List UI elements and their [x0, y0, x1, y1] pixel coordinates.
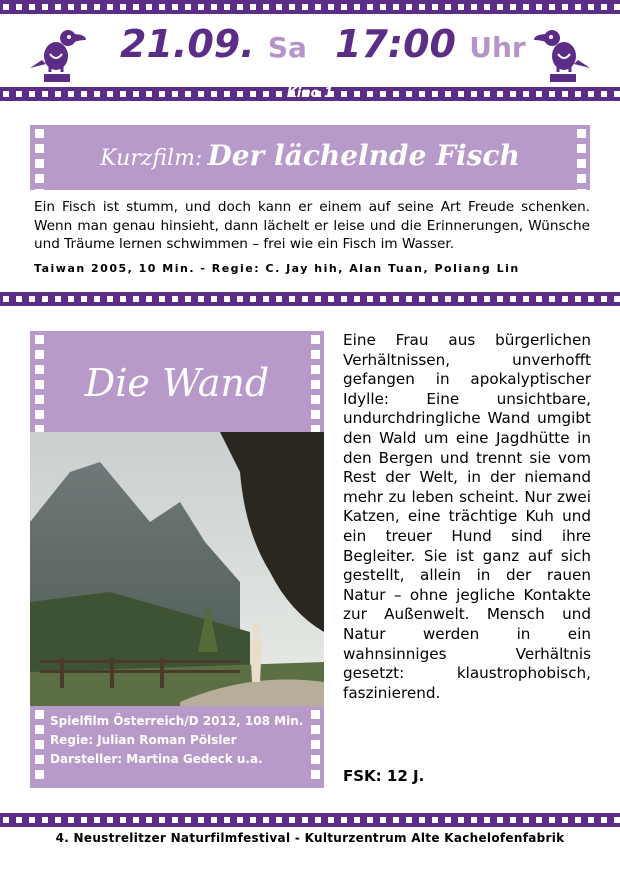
- feature-film-info-1: Spielfilm Österreich/D 2012, 108 Min.: [50, 714, 304, 728]
- feature-film-info-3: Darsteller: Martina Gedeck u.a.: [50, 752, 263, 766]
- short-film-prefix: Kurzfilm:: [100, 146, 203, 171]
- day-label: Sa: [267, 31, 307, 64]
- feature-film-description: Eine Frau aus bürgerlichen Verhältnissen, unverhofft gefangen in apokalyptischer Idylle: Eine unsichtbare, undurchdringliche Wand umgibt den Wald um eine Jagdhütte in den Bergen und trennt sie vom Rest der Welt, in der niemand mehr zu leben scheint. Nur zwei Katzen, eine trächtige Kuh und ein treuer Hund sind ihre Begleiter. Sie ist ganz auf sich gestellt, allein in der rauen Natur – ohne jegliche Kontakte zur Außenwelt. Mensch und Natur werden in ein wahnsinniges Verhältnis gesetzt: klaustrophobisch, faszinierend.: [343, 331, 591, 702]
- short-film-title: [30, 139, 590, 172]
- short-film-name: Der lächelnde Fisch: [207, 139, 520, 172]
- screening-time: [335, 22, 526, 66]
- top-film-strip: [0, 0, 620, 14]
- short-film-description: Ein Fisch ist stumm, und doch kann er einem auf seine Art Freude schenken. Wenn man genau hinsieht, dann lächelt er leise und die Erinnerungen, Wünsche und Träume lernen schwimmen – frei wie ein Fisch im Wasser.: [34, 199, 590, 252]
- film-still-image: [30, 432, 324, 706]
- bottom-film-strip: [0, 813, 620, 827]
- middle-film-strip: [0, 292, 620, 306]
- toucan-bird-icon: [532, 26, 592, 84]
- feature-film-title: Die Wand: [84, 361, 270, 405]
- venue-label: Kino 1: [286, 86, 334, 101]
- time-unit: Uhr: [469, 31, 526, 64]
- feature-film-info-2: Regie: Julian Roman Pölsler: [50, 733, 237, 747]
- screening-date: [120, 22, 307, 66]
- date-value: 21.09.: [120, 22, 255, 66]
- festival-footer: 4. Neustrelitzer Naturfilmfestival - Kulturzentrum Alte Kachelofenfabrik: [55, 831, 565, 845]
- toucan-bird-icon: [28, 26, 88, 84]
- short-film-title-box: [30, 125, 590, 190]
- time-value: 17:00: [335, 22, 456, 66]
- short-film-credits: Taiwan 2005, 10 Min. - Regie: C. Jay hih, Alan Tuan, Poliang Lin: [34, 262, 520, 275]
- age-rating: FSK: 12 J.: [343, 767, 425, 785]
